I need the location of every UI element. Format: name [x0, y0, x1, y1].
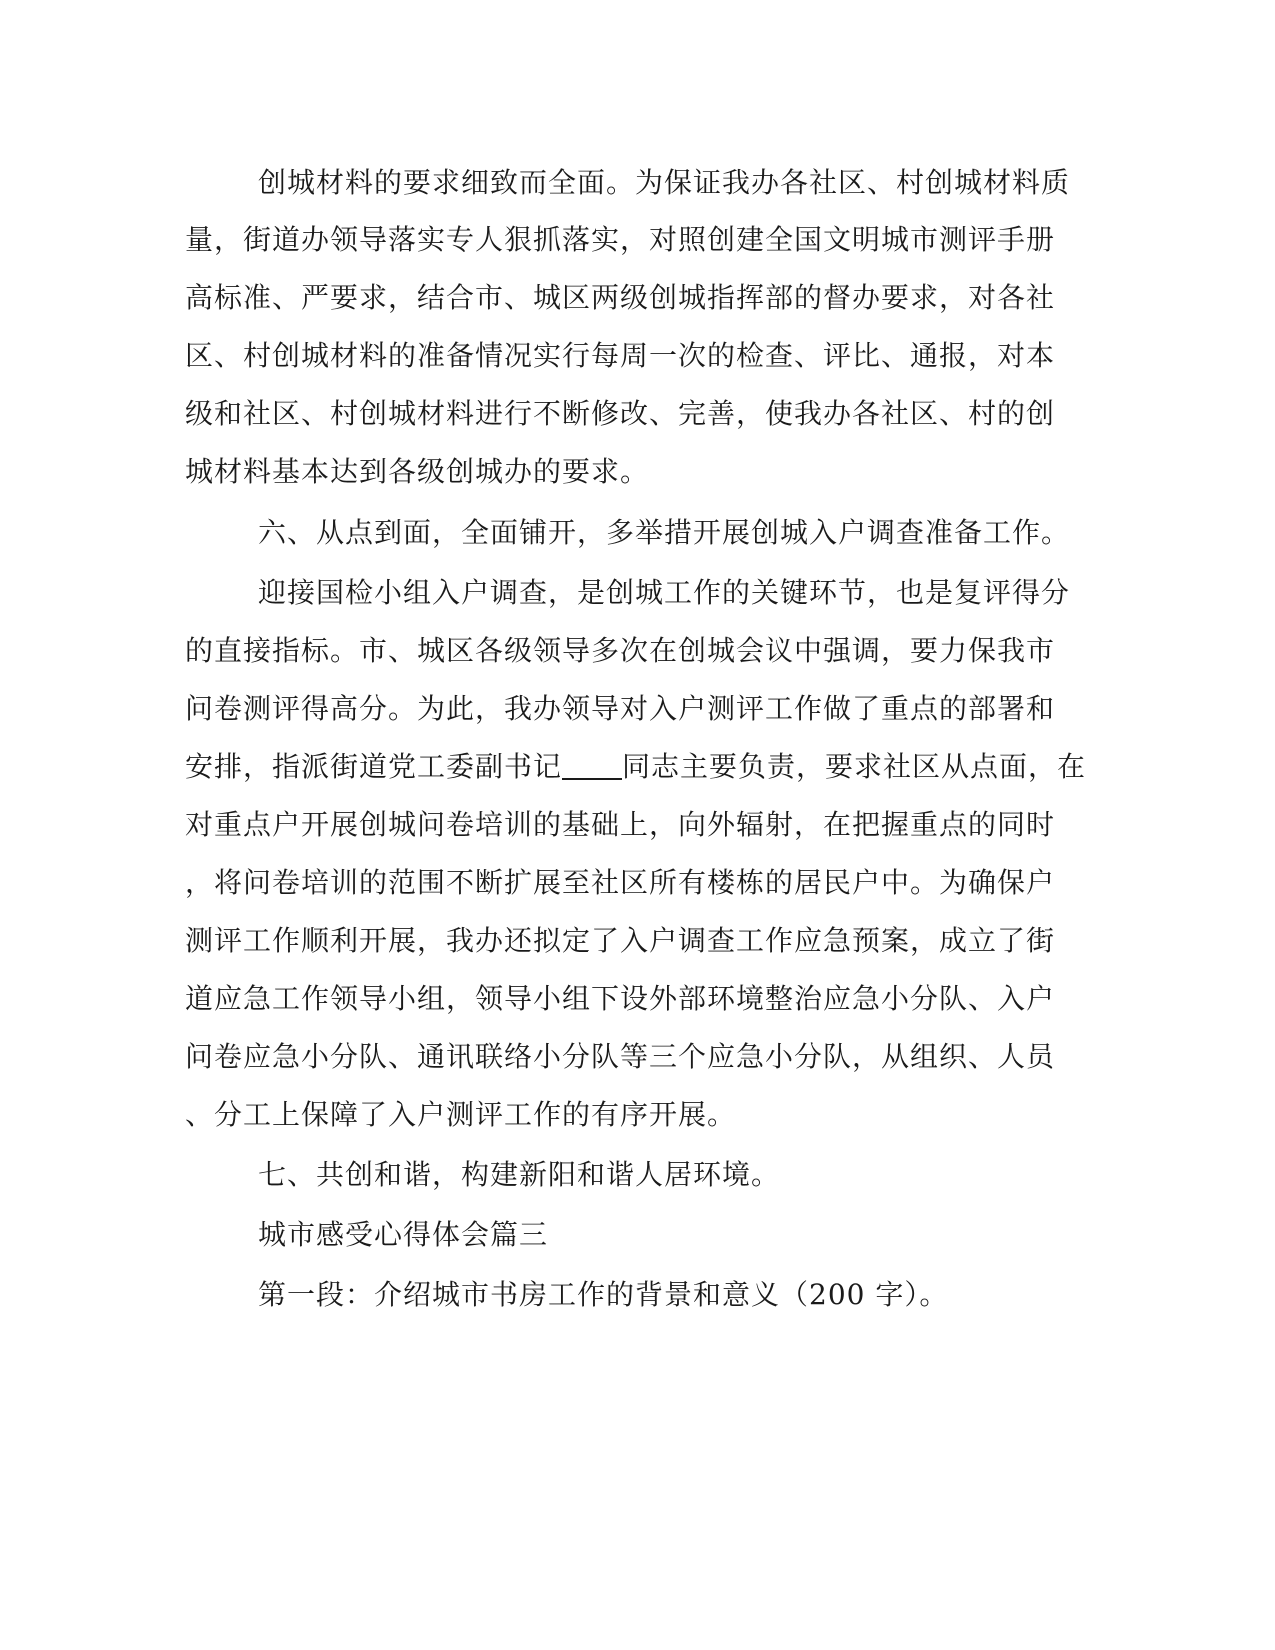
text-line: 对重点户开展创城问卷培训的基础上，向外辐射，在把握重点的同时 — [185, 808, 1056, 841]
text-line: 区、村创城材料的准备情况实行每周一次的检查、评比、通报，对本 — [185, 339, 1056, 372]
text-line: 问卷应急小分队、通讯联络小分队等三个应急小分队，从组织、人员 — [185, 1040, 1056, 1073]
text-line: 道应急工作领导小组，领导小组下设外部环境整治应急小分队、入户 — [185, 982, 1056, 1015]
text-line: 创城材料的要求细致而全面。为保证我办各社区、村创城材料质 — [258, 166, 1071, 199]
text-line: 的直接指标。市、城区各级领导多次在创城会议中强调，要力保我市 — [185, 634, 1056, 667]
text-line: 高标准、严要求，结合市、城区两级创城指挥部的督办要求，对各社 — [185, 281, 1056, 314]
section-heading: 七、共创和谐，构建新阳和谐人居环境。 — [258, 1158, 781, 1191]
text-segment: 同志主要负责，要求社区从点面，在 — [622, 750, 1087, 783]
section-heading: 六、从点到面，全面铺开，多举措开展创城入户调查准备工作。 — [258, 516, 1071, 549]
text-line: 问卷测评得高分。为此，我办领导对入户测评工作做了重点的部署和 — [185, 692, 1056, 725]
text-line: 量，街道办领导落实专人狠抓落实，对照创建全国文明城市测评手册 — [185, 223, 1056, 256]
text-line-with-blank — [185, 749, 1087, 785]
text-segment: 安排，指派街道党工委副书记 — [185, 750, 563, 783]
fill-in-blank — [562, 750, 622, 780]
text-line: 迎接国检小组入户调查，是创城工作的关键环节，也是复评得分 — [258, 576, 1071, 609]
text-line: ，将问卷培训的范围不断扩展至社区所有楼栋的居民户中。为确保户 — [185, 866, 1056, 899]
text-line: 测评工作顺利开展，我办还拟定了入户调查工作应急预案，成立了街 — [185, 924, 1056, 957]
text-line: 城材料基本达到各级创城办的要求。 — [185, 455, 650, 488]
article-title: 城市感受心得体会篇三 — [258, 1218, 549, 1251]
text-line: 、分工上保障了入户测评工作的有序开展。 — [185, 1098, 737, 1131]
paragraph-heading: 第一段：介绍城市书房工作的背景和意义（200 字）。 — [258, 1278, 949, 1311]
text-line: 级和社区、村创城材料进行不断修改、完善，使我办各社区、村的创 — [185, 397, 1056, 430]
